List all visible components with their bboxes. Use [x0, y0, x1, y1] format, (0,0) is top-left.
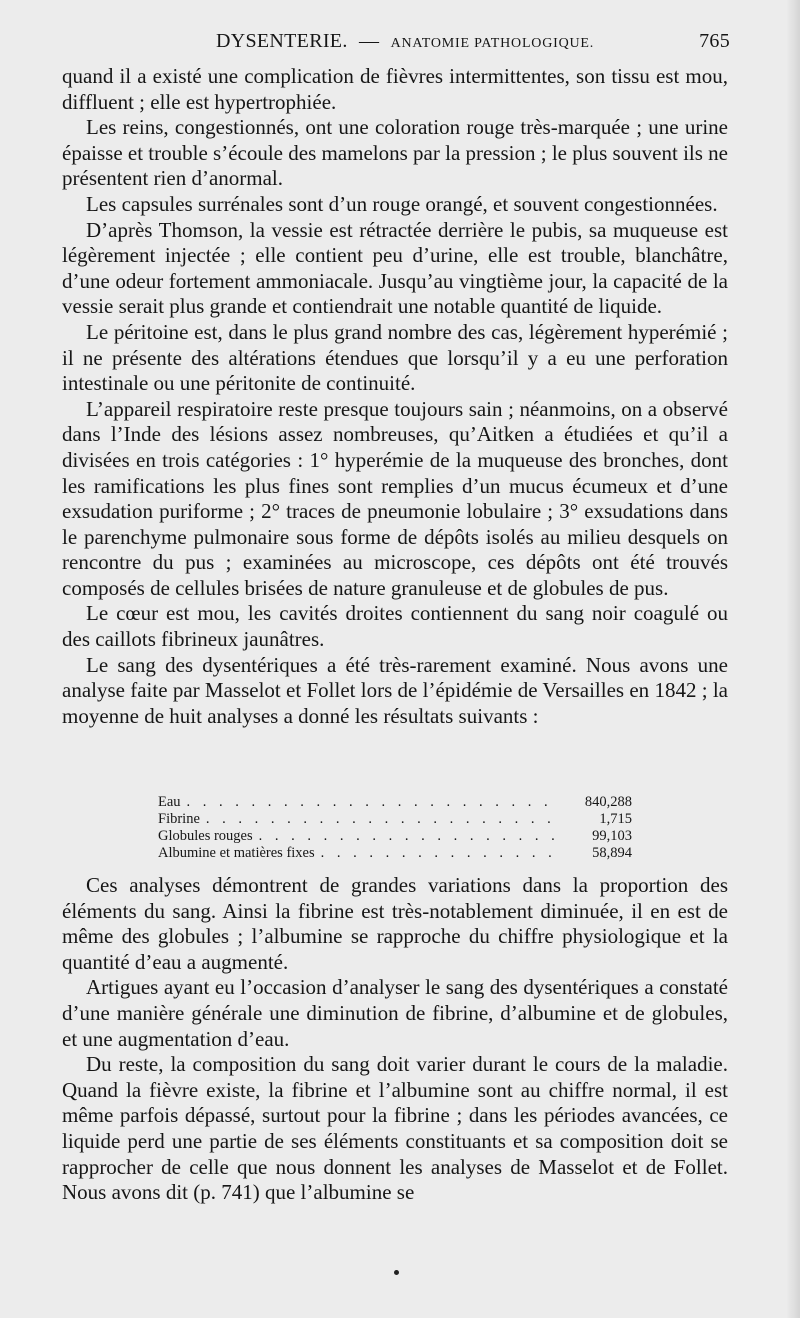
page-edge-shadow	[786, 0, 800, 1318]
row-value: 58,894	[592, 845, 632, 861]
body-text-upper	[62, 64, 728, 729]
ink-speck	[394, 1270, 399, 1275]
running-title	[216, 30, 594, 53]
paragraph: Le sang des dysentériques a été très-rarement examiné. Nous avons une analyse faite par Masselot et Follet lors de l’épidémie de Versailles en 1842 ; la moyenne de huit analyses a donné les résultats suivants :	[62, 652, 728, 728]
paragraph: Les reins, congestionnés, ont une coloration rouge très-marquée ; une urine épaisse et trouble s’écoule des mamelons par la pression ; le plus souvent ils ne présentent rien d’anormal.	[62, 115, 729, 191]
paragraph: quand il a existé une complication de fièvres intermittentes, son tissu est mou, diffluent ; elle est hypertrophiée.	[62, 64, 728, 114]
paragraph: Artigues ayant eu l’occasion d’analyser le sang des dysentériques a constaté d’une manière générale une diminution de fibrine, d’albumine et de globules, et une augmentation d’eau.	[62, 975, 728, 1051]
page-header	[70, 30, 730, 58]
row-value: 1,715	[599, 811, 632, 827]
paragraph: L’appareil respiratoire reste presque toujours sain ; néanmoins, on a observé dans l’Inde des lésions assez nombreuses, qu’Aitken a étudiées et qu’il a divisées en trois catégories : 1° hyperémie de la muqueuse des bronches, dont les ramifications les plus fines sont remplies d’un mucus écumeux et d’une exsudation puriforme ; 2° traces de pneumonie lobulaire ; 3° exsudations dans le parenchyme pulmonaire sous forme de dépôts isolés au milieu desquels on rencontre du pus ; examinées au microscope, ces dépôts ont été trouvés composés de cellules brisées de nature granuleuse et de globules de pus.	[62, 396, 728, 600]
dot-leader	[321, 845, 560, 862]
page-number: 765	[699, 30, 730, 52]
row-label: Albumine et matières fixes	[158, 845, 315, 861]
table-row	[158, 828, 632, 845]
paragraph: Le cœur est mou, les cavités droites contiennent du sang noir coagulé ou des caillots fibrineux jaunâtres.	[62, 601, 728, 652]
running-title-subtitle: ANATOMIE PATHOLOGIQUE.	[390, 36, 595, 51]
running-title-main: DYSENTERIE.	[216, 30, 348, 52]
paragraph: Les capsules surrénales sont d’un rouge orangé, et souvent congestionnées.	[86, 191, 718, 216]
blood-analysis-table	[158, 794, 632, 862]
table-row	[158, 794, 632, 811]
running-title-separator: —	[358, 30, 380, 52]
row-label: Eau	[158, 794, 181, 810]
row-label: Globules rouges	[158, 828, 253, 844]
table-row	[158, 845, 632, 862]
paragraph: Ces analyses démontrent de grandes variations dans la proportion des éléments du sang. Ainsi la fibrine est très-notablement diminuée, il en est de même des globules ; l’albumine se rapproche du chiffre physiologique et la quantité d’eau a augmenté.	[62, 873, 728, 974]
dot-leader	[206, 811, 560, 828]
row-value: 840,288	[584, 794, 632, 810]
table-row	[158, 811, 632, 828]
paragraph: D’après Thomson, la vessie est rétractée derrière le pubis, sa muqueuse est légèrement injectée ; elle contient peu d’urine, elle est trouble, blanchâtre, d’une odeur fortement ammoniacale. Jusqu’au vingtième jour, la capacité de la vessie serait plus grande et contiendrait une notable quantité de liquide.	[62, 217, 728, 319]
dot-leader	[187, 794, 560, 811]
dot-leader	[259, 828, 560, 845]
row-label: Fibrine	[158, 811, 200, 827]
paragraph: Du reste, la composition du sang doit varier durant le cours de la maladie. Quand la fièvre existe, la fibrine et l’albumine sont au chiffre normal, il est même parfois dépassé, surtout pour la fibrine ; dans les périodes avancées, ce liquide perd une partie de ses éléments constituants et sa composition doit se rapprocher de celle que nous donnent les analyses de Masselot et de Follet. Nous avons dit (p. 741) que l’albumine se	[62, 1052, 728, 1205]
body-text-lower	[62, 873, 728, 1206]
row-value: 99,103	[592, 828, 632, 844]
paragraph: Le péritoine est, dans le plus grand nombre des cas, légèrement hyperémié ; il ne présente des altérations étendues que lorsqu’il y a eu une perforation intestinale ou une péritonite de continuité.	[62, 319, 728, 396]
